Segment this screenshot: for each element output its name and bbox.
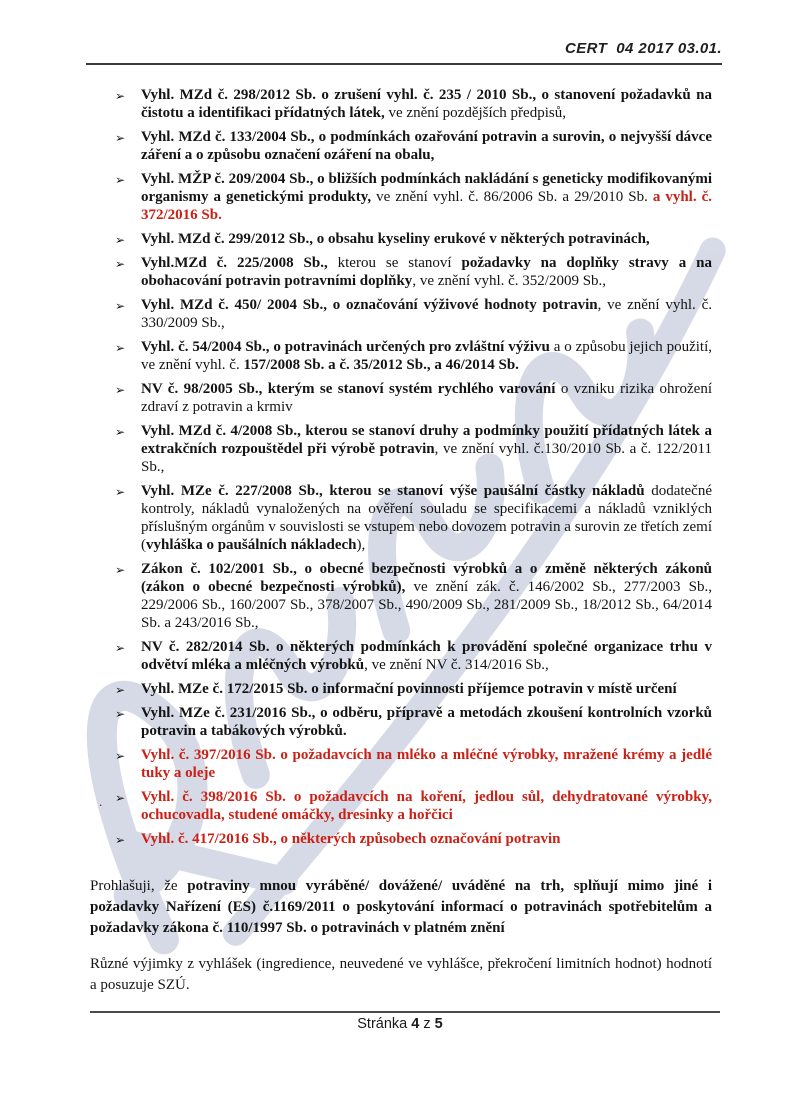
text-segment-regular: ve znění vyhl. č. 86/2006 Sb. a 29/2010 Sb. [371, 189, 653, 205]
text-segment-regular: ve znění zák. č. 146/2002 Sb., 277/2003 Sb., 229/2006 Sb., 160/2007 Sb., 378/2007 Sb., 490/2009 Sb., 281/2009 Sb., 18/2012 Sb., 64/2014 Sb. a 243/2016 Sb., [141, 579, 712, 631]
arrow-bullet-icon: ➢ [115, 131, 126, 145]
text-segment-regular: a o způsobu jejich použití, ve znění vyhl. č. [141, 339, 712, 373]
regulation-item-text [141, 423, 712, 475]
text-segment-bold: potraviny mnou vyráběné/ dovážené/ uváděné na trh, splňují mimo jiné i požadavky Nařízení (ES) č.1169/2011 o poskytování informací o potravinách spotřebitelům a požadavky zákona č. 110/1997 Sb. o potravinách v platném znění [90, 878, 712, 936]
regulation-item [115, 680, 712, 698]
text-segment-bold: Vyhl. MZd č. 299/2012 Sb., o obsahu kyseliny erukové v některých potravinách, [141, 231, 650, 247]
arrow-bullet-icon: ➢ [115, 257, 126, 271]
regulation-item [115, 422, 712, 476]
declaration-paragraphs [90, 876, 712, 1011]
regulation-item [115, 830, 712, 848]
arrow-bullet-icon: ➢ [115, 383, 126, 397]
text-segment-bold: 157/2008 Sb. a č. 35/2012 Sb., a 46/2014 Sb. [243, 357, 519, 373]
text-segment-regular: o vzniku rizika ohrožení zdraví z potravin a krmiv [141, 381, 713, 415]
text-segment-bold: Vyhl. MZd č. 133/2004 Sb., o podmínkách ozařování potravin a surovin, o nejvyšší dávce záření a o způsobu označení ozáření na obalu, [141, 129, 712, 163]
regulation-item-text [141, 639, 712, 673]
regulation-item-text [141, 171, 712, 223]
text-segment-regular: , ve znění NV č. 314/2016 Sb., [364, 657, 549, 673]
regulation-item [115, 638, 712, 674]
regulation-item-text [141, 681, 677, 697]
text-segment-red: a vyhl. č. 372/2016 Sb. [141, 189, 712, 223]
footer-rule [90, 1011, 720, 1013]
arrow-bullet-icon: ➢ [115, 299, 126, 313]
text-segment-regular: Prohlašuji, že [90, 878, 188, 894]
regulation-item [115, 380, 712, 416]
text-segment-bold: Vyhl. MŽP č. 209/2004 Sb., o bližších podmínkách nakládání s geneticky modifikovanými organismy a genetickými produkty, [141, 171, 712, 205]
arrow-bullet-icon: ➢ [115, 563, 126, 577]
regulation-item-text [141, 87, 712, 121]
regulation-list [99, 86, 713, 854]
arrow-bullet-icon: ➢ [115, 749, 126, 763]
arrow-bullet-icon: ➢ [115, 791, 126, 805]
arrow-bullet-icon: ➢ [115, 173, 126, 187]
text-segment-bold: Vyhl. MZd č. 298/2012 Sb. o zrušení vyhl. č. 235 / 2010 Sb., o stanovení požadavků na čistotu a identifikaci přídatných látek, [141, 87, 712, 121]
header-rule [86, 63, 722, 65]
text-segment-bold: Vyhl. MZd č. 4/2008 Sb., kterou se stanoví druhy a podmínky použití přídatných látek a extrakčních rozpouštědel při výrobě potravin [141, 423, 712, 457]
text-segment-bold: Vyhl. MZe č. 227/2008 Sb., kterou se stanoví výše paušální částky nákladů [141, 483, 645, 499]
text-segment-bold: Zákon č. 102/2001 Sb., o obecné bezpečnosti výrobků a o změně některých zákonů (zákon o obecné bezpečnosti výrobků), [141, 561, 712, 595]
regulation-item [115, 170, 712, 224]
text-segment-red: Vyhl. č. 417/2016 Sb., o některých způsobech označování potravin [141, 831, 561, 847]
regulation-item [115, 746, 712, 782]
arrow-bullet-icon: ➢ [115, 707, 126, 721]
text-segment-regular: dodatečné kontroly, nákladů vynaložených na ověření souladu se specifikacemi a nákladů vzniklých příslušným orgánům v souvislosti se vstupem nebo dovozem potravin a surovin ze třetích zemí ( [141, 483, 712, 553]
text-segment-regular: Různé výjimky z vyhlášek (ingredience, neuvedené ve vyhlášce, překročení limitních hodnot) hodnotí a posuzuje SZÚ. [90, 956, 712, 993]
regulation-item [115, 338, 712, 374]
regulation-item [115, 230, 712, 248]
text-segment-regular: , ve znění vyhl. č. 330/2009 Sb., [141, 297, 712, 331]
text-segment-regular: ), [356, 537, 366, 553]
arrow-bullet-icon: ➢ [115, 89, 126, 103]
text-segment-bold: Vyhl. MZe č. 172/2015 Sb. o informační povinnosti příjemce potravin v místě určení [141, 681, 677, 697]
arrow-bullet-icon: ➢ [115, 683, 126, 697]
arrow-bullet-icon: ➢ [115, 425, 126, 439]
regulation-item-text [141, 255, 712, 289]
regulation-item-text [141, 705, 712, 739]
text-segment-regular: Stránka [357, 1016, 412, 1032]
declaration-paragraph [90, 876, 712, 939]
arrow-bullet-icon: ➢ [115, 833, 126, 847]
arrow-bullet-icon: ➢ [115, 485, 126, 499]
regulation-item [115, 482, 712, 554]
regulation-item-text [141, 339, 712, 373]
text-segment-bold: Vyhl.MZd č. 225/2008 Sb., [141, 255, 328, 271]
regulation-item [99, 788, 712, 824]
text-segment-bold: požadavky na doplňky stravy a na obohacování potravin potravními doplňky [141, 255, 712, 289]
regulation-item-text [141, 483, 712, 553]
text-segment-regular: z [419, 1016, 435, 1032]
regulation-item [115, 86, 712, 122]
regulation-item-text [141, 747, 712, 781]
arrow-bullet-icon: ➢ [115, 233, 126, 247]
text-segment-red: Vyhl. č. 398/2016 Sb. o požadavcích na koření, jedlou sůl, dehydratované výrobky, ochucovadla, studené omáčky, dresinky a hořčici [141, 789, 712, 823]
text-segment-bold: Vyhl. MZd č. 450/ 2004 Sb., o označování výživové hodnoty potravin [141, 297, 598, 313]
regulation-item-text [141, 381, 712, 415]
regulation-item-text [141, 231, 650, 247]
regulation-item-text [141, 129, 712, 163]
arrow-bullet-icon: ➢ [115, 341, 126, 355]
text-segment-bold: vyhláška o paušálních nákladech [146, 537, 357, 553]
regulation-item [115, 560, 712, 632]
regulation-item-text [141, 831, 560, 847]
text-segment-regular: , ve znění vyhl. č. 352/2009 Sb., [412, 273, 607, 289]
regulation-item [115, 128, 712, 164]
page-number [0, 1016, 800, 1032]
regulation-item [115, 254, 712, 290]
text-segment-regular: ve znění pozdějších předpisů, [384, 105, 566, 121]
stray-dot: . [99, 794, 103, 809]
text-segment-regular: , ve znění vyhl. č.130/2010 Sb. a č. 122/2011 Sb., [141, 441, 712, 475]
header-doc-code: CERT 04 2017 03.01. [565, 40, 722, 57]
text-segment-bold: Vyhl. MZe č. 231/2016 Sb., o odběru, přípravě a metodách zkoušení kontrolních vzorků potravin a tabákových výrobků. [141, 705, 712, 739]
regulation-item-text [141, 789, 712, 823]
text-segment-bold: 5 [434, 1016, 443, 1032]
text-segment-bold: NV č. 282/2014 Sb. o některých podmínkách k provádění společné organizace trhu v odvětví mléka a mléčných výrobků [141, 639, 712, 673]
text-segment-bold: NV č. 98/2005 Sb., kterým se stanoví systém rychlého varování [141, 381, 556, 397]
regulation-item [115, 296, 712, 332]
regulation-item-text [141, 297, 712, 331]
text-segment-red: Vyhl. č. 397/2016 Sb. o požadavcích na mléko a mléčné výrobky, mražené krémy a jedlé tuky a oleje [141, 747, 712, 781]
regulation-item [115, 704, 712, 740]
arrow-bullet-icon: ➢ [115, 641, 126, 655]
regulation-item-text [141, 561, 712, 631]
text-segment-bold: 4 [411, 1016, 420, 1032]
text-segment-regular: kterou se stanoví [327, 255, 462, 271]
declaration-paragraph [90, 954, 712, 996]
text-segment-bold: Vyhl. č. 54/2004 Sb., o potravinách určených pro zvláštní výživu [141, 339, 550, 355]
